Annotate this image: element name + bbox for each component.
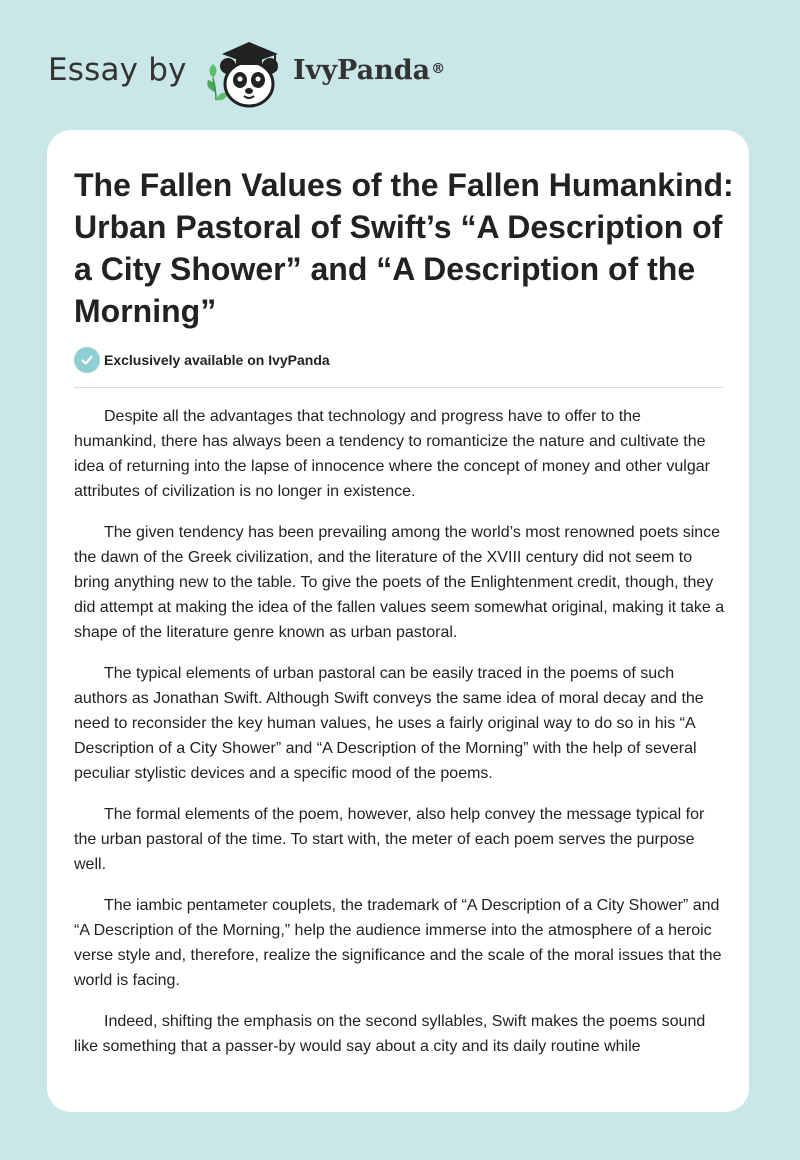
check-mark-icon (80, 353, 94, 367)
ivypanda-logo-icon[interactable] (200, 34, 290, 110)
paragraph: The iambic pentameter couplets, the trademark of “A Description of a City Shower” and “A Description of the Morning,” help the audience immerse into the atmosphere of a heroic verse style and, therefore, realize the significance and the scale of the moral issues that the world is facing. (74, 897, 722, 989)
essay-body (74, 404, 726, 1075)
site-header (0, 0, 800, 128)
paragraph: Indeed, shifting the emphasis on the second syllables, Swift makes the poems sound like something that a passer-by would say about a city and its daily routine while (74, 1013, 706, 1055)
exclusive-badge-text: Exclusively available on IvyPanda (104, 352, 330, 368)
brand-name[interactable] (293, 51, 445, 91)
essay-title: The Fallen Values of the Fallen Humankind: Urban Pastoral of Swift’s “A Description of a City Shower” and “A Description of the Morning” (74, 167, 734, 329)
brand-name-text: IvyPanda (293, 55, 431, 86)
paragraph: The formal elements of the poem, however, also help convey the message typical for the urban pastoral of the time. To start with, the meter of each poem serves the purpose well. (74, 806, 705, 873)
paragraph: The typical elements of urban pastoral can be easily traced in the poems of such authors as Jonathan Swift. Although Swift conveys the same idea of moral decay and the need to reconsider the key human values, he uses a fairly original way to do so in his “A Description of a City Shower” and “A Description of the Morning” with the help of several peculiar stylistic devices and a specific mood of the poems. (74, 665, 704, 782)
registered-mark: ® (431, 61, 446, 77)
paragraph: Despite all the advantages that technology and progress have to offer to the humankind, there has always been a tendency to romanticize the nature and cultivate the idea of returning into the lapse of innocence where the concept of money and other vulgar attributes of civilization is no longer in existence. (74, 408, 710, 500)
essay-by-label: Essay by (48, 52, 187, 88)
paragraph: The given tendency has been prevailing among the world’s most renowned poets since the dawn of the Greek civilization, and the literature of the XVIII century did not seem to bring anything new to the table. To give the poets of the Enlightenment credit, though, they did attempt at making the idea of the fallen values seem somewhat original, making it take a shape of the literature genre known as urban pastoral. (74, 524, 725, 641)
check-circle-icon (74, 347, 100, 373)
essay-card (47, 130, 749, 1112)
title-divider (74, 387, 723, 388)
exclusive-badge (74, 347, 330, 373)
